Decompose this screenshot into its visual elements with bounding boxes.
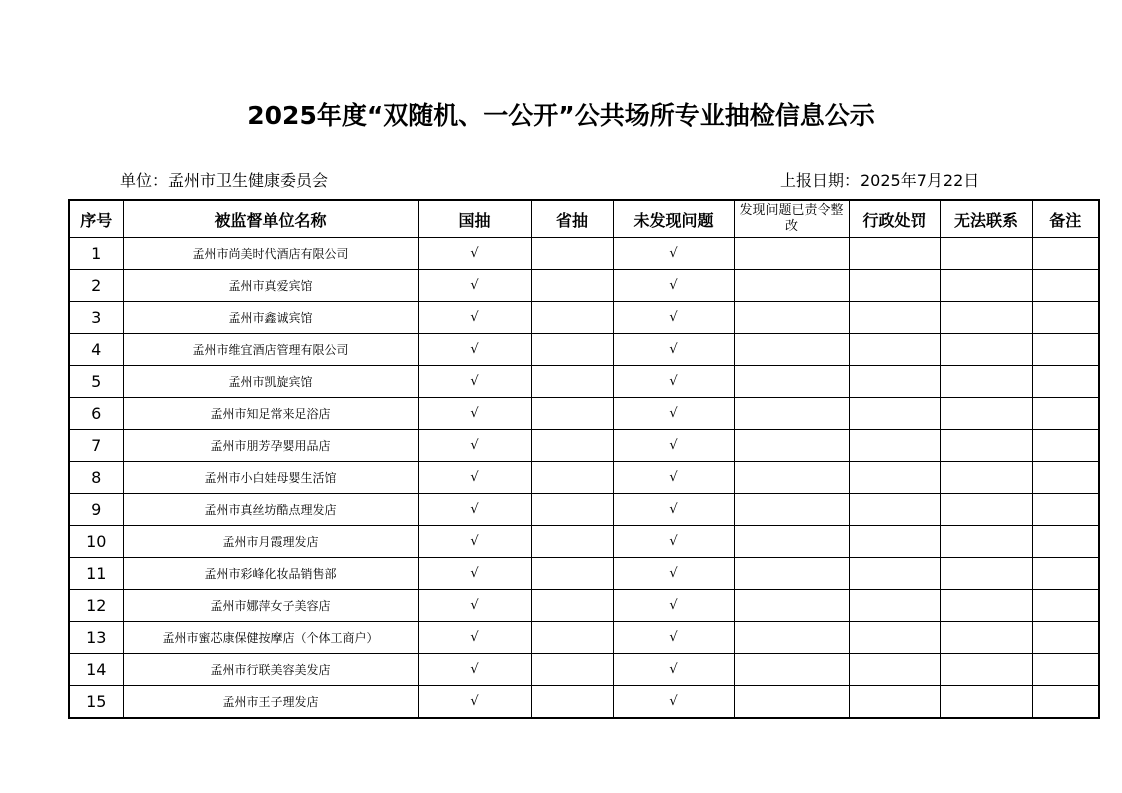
cell-national-check: √ bbox=[418, 654, 531, 686]
cell-no-problem: √ bbox=[613, 654, 734, 686]
cell-unit-name: 孟州市真丝坊酷点理发店 bbox=[123, 494, 418, 526]
cell-unit-name: 孟州市朋芳孕婴用品店 bbox=[123, 430, 418, 462]
cell-no-contact bbox=[940, 334, 1032, 366]
cell-unit-name: 孟州市娜萍女子美容店 bbox=[123, 590, 418, 622]
page-title: 2025年度“双随机、一公开”公共场所专业抽检信息公示 bbox=[247, 101, 875, 130]
cell-no-contact bbox=[940, 558, 1032, 590]
cell-administrative-penalty bbox=[849, 590, 940, 622]
header-remarks: 备注 bbox=[1032, 200, 1099, 238]
cell-unit-name: 孟州市鑫诚宾馆 bbox=[123, 302, 418, 334]
cell-remarks bbox=[1032, 622, 1099, 654]
cell-no-contact bbox=[940, 622, 1032, 654]
cell-rectify-ordered bbox=[734, 622, 849, 654]
cell-administrative-penalty bbox=[849, 334, 940, 366]
cell-seq: 10 bbox=[69, 526, 123, 558]
table-row bbox=[69, 654, 1099, 686]
cell-no-problem: √ bbox=[613, 590, 734, 622]
header-no-contact: 无法联系 bbox=[940, 200, 1032, 238]
cell-unit-name: 孟州市真爱宾馆 bbox=[123, 270, 418, 302]
table-row bbox=[69, 526, 1099, 558]
cell-administrative-penalty bbox=[849, 398, 940, 430]
cell-no-contact bbox=[940, 430, 1032, 462]
cell-rectify-ordered bbox=[734, 334, 849, 366]
cell-unit-name: 孟州市彩峰化妆品销售部 bbox=[123, 558, 418, 590]
cell-seq: 14 bbox=[69, 654, 123, 686]
header-rectify-ordered: 发现问题已责令整改 bbox=[734, 200, 849, 238]
cell-seq: 11 bbox=[69, 558, 123, 590]
cell-remarks bbox=[1032, 686, 1099, 719]
cell-remarks bbox=[1032, 398, 1099, 430]
cell-no-problem: √ bbox=[613, 686, 734, 719]
cell-seq: 7 bbox=[69, 430, 123, 462]
cell-provincial-check bbox=[531, 654, 613, 686]
cell-no-contact bbox=[940, 462, 1032, 494]
cell-rectify-ordered bbox=[734, 270, 849, 302]
cell-rectify-ordered bbox=[734, 462, 849, 494]
cell-provincial-check bbox=[531, 622, 613, 654]
cell-provincial-check bbox=[531, 398, 613, 430]
table-row bbox=[69, 302, 1099, 334]
cell-administrative-penalty bbox=[849, 494, 940, 526]
cell-rectify-ordered bbox=[734, 654, 849, 686]
cell-no-contact bbox=[940, 398, 1032, 430]
cell-rectify-ordered bbox=[734, 494, 849, 526]
cell-seq: 1 bbox=[69, 238, 123, 270]
header-national-check: 国抽 bbox=[418, 200, 531, 238]
cell-remarks bbox=[1032, 494, 1099, 526]
cell-rectify-ordered bbox=[734, 366, 849, 398]
cell-remarks bbox=[1032, 270, 1099, 302]
cell-national-check: √ bbox=[418, 462, 531, 494]
cell-no-contact bbox=[940, 654, 1032, 686]
cell-seq: 3 bbox=[69, 302, 123, 334]
cell-provincial-check bbox=[531, 270, 613, 302]
cell-no-problem: √ bbox=[613, 558, 734, 590]
table-row bbox=[69, 430, 1099, 462]
header-provincial-check: 省抽 bbox=[531, 200, 613, 238]
cell-unit-name: 孟州市小白娃母婴生活馆 bbox=[123, 462, 418, 494]
cell-remarks bbox=[1032, 526, 1099, 558]
table-row bbox=[69, 270, 1099, 302]
cell-seq: 13 bbox=[69, 622, 123, 654]
cell-no-problem: √ bbox=[613, 398, 734, 430]
cell-provincial-check bbox=[531, 430, 613, 462]
cell-administrative-penalty bbox=[849, 622, 940, 654]
cell-administrative-penalty bbox=[849, 430, 940, 462]
cell-no-problem: √ bbox=[613, 526, 734, 558]
cell-provincial-check bbox=[531, 366, 613, 398]
cell-administrative-penalty bbox=[849, 366, 940, 398]
cell-rectify-ordered bbox=[734, 686, 849, 719]
cell-no-problem: √ bbox=[613, 430, 734, 462]
cell-national-check: √ bbox=[418, 270, 531, 302]
cell-national-check: √ bbox=[418, 590, 531, 622]
cell-provincial-check bbox=[531, 302, 613, 334]
cell-rectify-ordered bbox=[734, 302, 849, 334]
cell-national-check: √ bbox=[418, 366, 531, 398]
cell-seq: 9 bbox=[69, 494, 123, 526]
cell-rectify-ordered bbox=[734, 398, 849, 430]
cell-administrative-penalty bbox=[849, 558, 940, 590]
cell-administrative-penalty bbox=[849, 654, 940, 686]
cell-remarks bbox=[1032, 654, 1099, 686]
cell-unit-name: 孟州市凯旋宾馆 bbox=[123, 366, 418, 398]
cell-provincial-check bbox=[531, 590, 613, 622]
cell-administrative-penalty bbox=[849, 302, 940, 334]
cell-no-problem: √ bbox=[613, 494, 734, 526]
cell-provincial-check bbox=[531, 526, 613, 558]
cell-national-check: √ bbox=[418, 686, 531, 719]
table-row bbox=[69, 334, 1099, 366]
cell-seq: 4 bbox=[69, 334, 123, 366]
table-row bbox=[69, 590, 1099, 622]
cell-no-problem: √ bbox=[613, 238, 734, 270]
table-row bbox=[69, 398, 1099, 430]
cell-national-check: √ bbox=[418, 430, 531, 462]
cell-administrative-penalty bbox=[849, 526, 940, 558]
cell-no-contact bbox=[940, 686, 1032, 719]
cell-remarks bbox=[1032, 558, 1099, 590]
header-seq: 序号 bbox=[69, 200, 123, 238]
cell-no-contact bbox=[940, 270, 1032, 302]
cell-national-check: √ bbox=[418, 398, 531, 430]
cell-provincial-check bbox=[531, 462, 613, 494]
cell-remarks bbox=[1032, 238, 1099, 270]
cell-unit-name: 孟州市尚美时代酒店有限公司 bbox=[123, 238, 418, 270]
cell-remarks bbox=[1032, 302, 1099, 334]
table-row bbox=[69, 686, 1099, 719]
cell-national-check: √ bbox=[418, 494, 531, 526]
cell-administrative-penalty bbox=[849, 270, 940, 302]
cell-no-contact bbox=[940, 590, 1032, 622]
header-no-problem: 未发现问题 bbox=[613, 200, 734, 238]
cell-administrative-penalty bbox=[849, 686, 940, 719]
cell-no-contact bbox=[940, 238, 1032, 270]
cell-no-contact bbox=[940, 494, 1032, 526]
report-date: 上报日期：2025年7月22日 bbox=[780, 171, 980, 190]
cell-provincial-check bbox=[531, 558, 613, 590]
table-row bbox=[69, 366, 1099, 398]
cell-remarks bbox=[1032, 590, 1099, 622]
cell-national-check: √ bbox=[418, 334, 531, 366]
table-body bbox=[69, 238, 1099, 719]
cell-seq: 2 bbox=[69, 270, 123, 302]
table-header-row bbox=[69, 200, 1099, 238]
cell-unit-name: 孟州市王子理发店 bbox=[123, 686, 418, 719]
header-administrative-penalty: 行政处罚 bbox=[849, 200, 940, 238]
table-row bbox=[69, 494, 1099, 526]
cell-remarks bbox=[1032, 366, 1099, 398]
cell-remarks bbox=[1032, 430, 1099, 462]
cell-national-check: √ bbox=[418, 302, 531, 334]
cell-rectify-ordered bbox=[734, 558, 849, 590]
cell-seq: 6 bbox=[69, 398, 123, 430]
cell-rectify-ordered bbox=[734, 238, 849, 270]
cell-unit-name: 孟州市行联美容美发店 bbox=[123, 654, 418, 686]
cell-no-problem: √ bbox=[613, 270, 734, 302]
cell-rectify-ordered bbox=[734, 430, 849, 462]
cell-provincial-check bbox=[531, 686, 613, 719]
cell-seq: 15 bbox=[69, 686, 123, 719]
cell-national-check: √ bbox=[418, 558, 531, 590]
table-row bbox=[69, 622, 1099, 654]
cell-national-check: √ bbox=[418, 238, 531, 270]
table-row bbox=[69, 462, 1099, 494]
cell-national-check: √ bbox=[418, 526, 531, 558]
cell-no-problem: √ bbox=[613, 462, 734, 494]
cell-rectify-ordered bbox=[734, 526, 849, 558]
cell-unit-name: 孟州市蜜芯康保健按摩店（个体工商户） bbox=[123, 622, 418, 654]
cell-seq: 8 bbox=[69, 462, 123, 494]
cell-seq: 12 bbox=[69, 590, 123, 622]
cell-no-problem: √ bbox=[613, 366, 734, 398]
cell-national-check: √ bbox=[418, 622, 531, 654]
cell-remarks bbox=[1032, 462, 1099, 494]
cell-seq: 5 bbox=[69, 366, 123, 398]
cell-provincial-check bbox=[531, 238, 613, 270]
table-row bbox=[69, 238, 1099, 270]
cell-unit-name: 孟州市知足常来足浴店 bbox=[123, 398, 418, 430]
table-row bbox=[69, 558, 1099, 590]
cell-no-contact bbox=[940, 302, 1032, 334]
cell-administrative-penalty bbox=[849, 462, 940, 494]
cell-no-problem: √ bbox=[613, 622, 734, 654]
cell-provincial-check bbox=[531, 334, 613, 366]
cell-rectify-ordered bbox=[734, 590, 849, 622]
cell-unit-name: 孟州市月霞理发店 bbox=[123, 526, 418, 558]
reporting-unit: 单位：孟州市卫生健康委员会 bbox=[120, 171, 329, 190]
cell-remarks bbox=[1032, 334, 1099, 366]
cell-no-problem: √ bbox=[613, 302, 734, 334]
cell-no-contact bbox=[940, 526, 1032, 558]
cell-no-problem: √ bbox=[613, 334, 734, 366]
header-unit-name: 被监督单位名称 bbox=[123, 200, 418, 238]
cell-unit-name: 孟州市维宜酒店管理有限公司 bbox=[123, 334, 418, 366]
cell-provincial-check bbox=[531, 494, 613, 526]
inspection-table bbox=[68, 199, 1100, 719]
cell-no-contact bbox=[940, 366, 1032, 398]
cell-administrative-penalty bbox=[849, 238, 940, 270]
